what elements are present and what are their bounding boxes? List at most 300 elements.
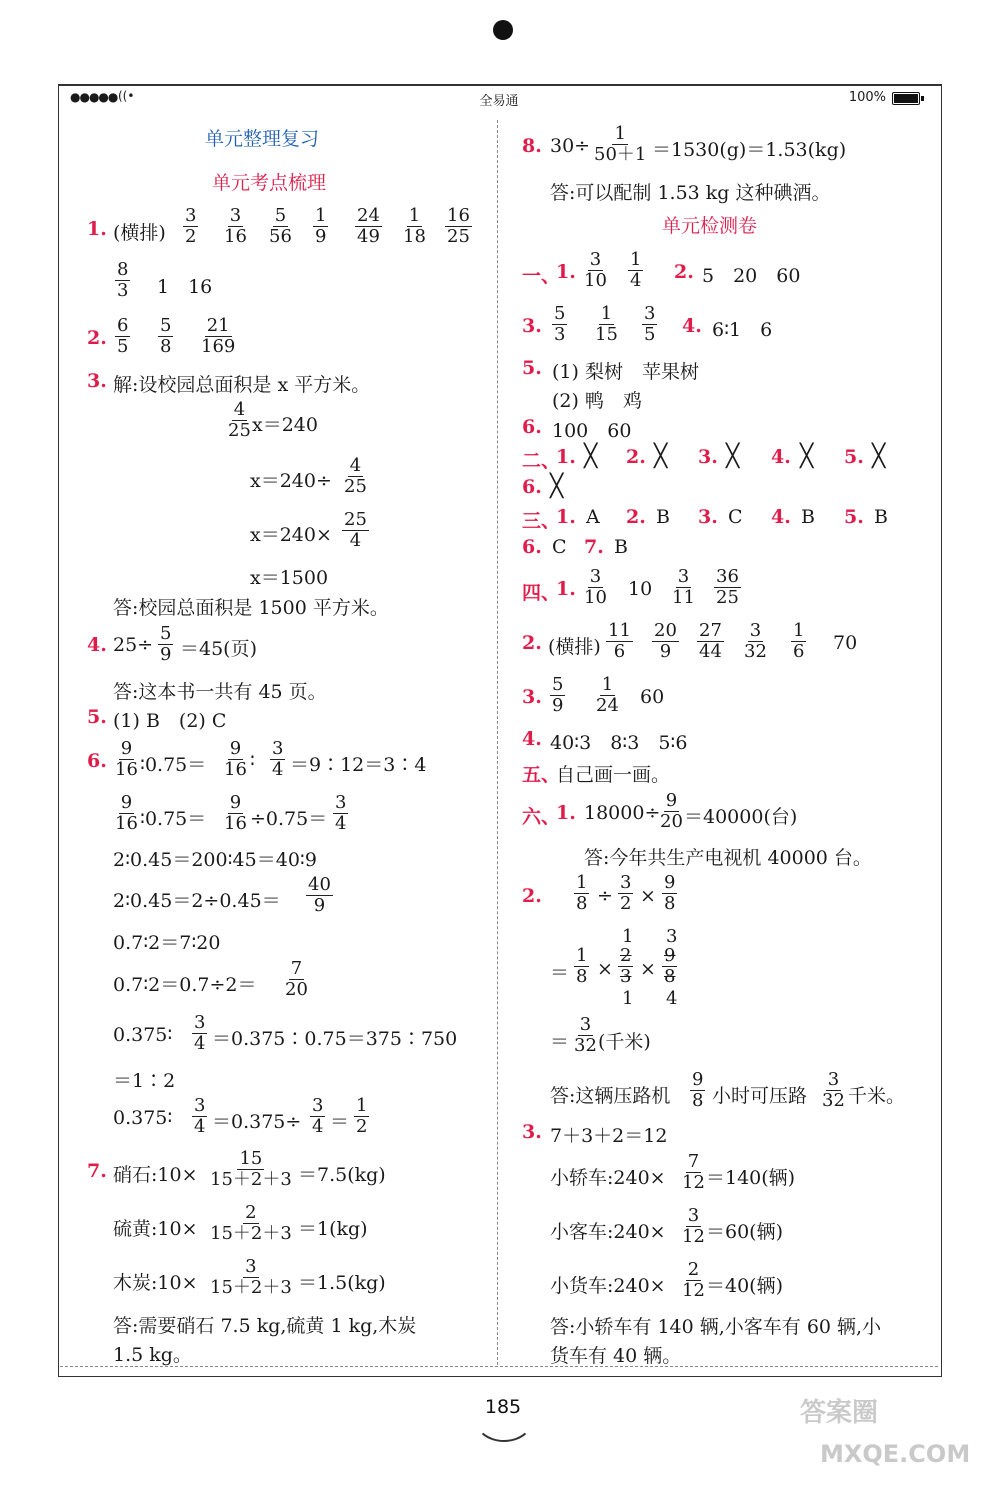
q8-frac (592, 124, 648, 165)
denominator: 25 (344, 476, 367, 497)
q6-line-9-eq: ＝ (330, 1111, 350, 1133)
s2-mark-5: ╳ (872, 444, 886, 469)
s3-a4: B (801, 506, 815, 528)
s6-q2-answer-end: 千米。 (848, 1085, 906, 1107)
s2-mark-2: ╳ (654, 444, 668, 469)
watermark-logo: 答案圈 (800, 1398, 879, 1428)
q7-l2-rest: ＝1(kg) (298, 1218, 368, 1240)
signal-icon: ●●●●● (70, 90, 118, 104)
s1-frac-4 (593, 304, 620, 345)
s6-q2-l2-frac-1 (574, 946, 589, 987)
s6-q2-frac-2 (618, 873, 633, 914)
q6-l2-frac-3 (333, 793, 348, 834)
q2-frac-3 (199, 316, 237, 357)
numerator: 15 (239, 1148, 263, 1169)
numerator: 1 (601, 674, 614, 695)
numerator: 3 (335, 792, 347, 813)
s6-q3-l1-pre: 小轿车:240× (550, 1167, 666, 1189)
numerator: 8 (117, 259, 129, 280)
s6-q2-op2: × (640, 885, 656, 907)
numerator: 5 (552, 674, 564, 695)
s6-q1-pre: 18000÷ (584, 802, 661, 824)
q6-l2-a: ∶0.75＝ (140, 808, 207, 830)
q6-l2-b: ÷0.75＝ (250, 808, 328, 830)
q6-l1-frac-3 (270, 739, 285, 780)
denominator: 8 (160, 336, 172, 357)
s4-frac-2 (670, 567, 697, 608)
s4-q3-end: 60 (640, 686, 665, 708)
s1-frac-2 (628, 250, 643, 291)
s6-q1: 1. (556, 802, 576, 824)
s4-q3-frac-2 (594, 675, 621, 716)
s1-frac-5 (642, 304, 657, 345)
q4-number: 4. (87, 634, 107, 656)
q2-frac-1 (115, 316, 130, 357)
s2-q1: 1. (556, 446, 576, 468)
denominator: 8 (576, 966, 588, 987)
q6-line-9: 0.375∶ (113, 1107, 173, 1129)
denominator: 20 (285, 979, 308, 1000)
q4-rest: ＝45(页) (180, 638, 258, 660)
s2-mark-3: ╳ (726, 444, 740, 469)
battery-icon (892, 92, 920, 105)
q1b-frac (115, 260, 130, 301)
wifi-icon: ((• (118, 89, 135, 103)
denominator: 4 (349, 530, 362, 551)
q6-l1-b: ∶ (250, 750, 255, 772)
denominator: 9 (160, 644, 172, 665)
s4-frac-3 (714, 567, 741, 608)
q7-number: 7. (87, 1160, 107, 1182)
denominator: 10 (584, 587, 607, 608)
numerator: 3 (272, 738, 284, 759)
s6-q3-answer-1: 答:小轿车有 140 辆,小客车有 60 辆,小 (550, 1316, 882, 1338)
denominator: 4 (630, 270, 642, 291)
denominator: 2 (620, 893, 632, 914)
s5-text: 自己画一画。 (556, 764, 671, 786)
denominator: 6 (613, 641, 626, 662)
numerator: 1 (576, 872, 588, 893)
s3-label: 三、 (522, 510, 561, 532)
s1-q4-text: 6∶1 6 (712, 319, 773, 341)
s6-q2-l3-eq: ＝ (550, 1031, 570, 1053)
denominator: 25 (716, 587, 739, 608)
q8-answer: 答:可以配制 1.53 kg 这种碘酒。 (550, 182, 831, 204)
s6-q2-cancel-top-2: 3 (666, 926, 678, 947)
s6-q2-op1: ÷ (597, 885, 613, 907)
app-title: 全易通 (479, 94, 519, 109)
denominator: 9 (315, 226, 327, 247)
s6-q3-text: 7＋3＋2＝12 (550, 1125, 668, 1147)
numerator: 5 (554, 303, 566, 324)
s1-q2-number: 2. (674, 261, 694, 283)
numerator: 21 (206, 315, 230, 336)
denominator: 9 (659, 641, 672, 662)
denominator: 49 (357, 226, 380, 247)
q6-line-8: ＝1∶2 (113, 1070, 176, 1092)
numerator: 3 (687, 1205, 700, 1226)
q6-l1-frac-2 (222, 739, 249, 780)
test-title: 单元检测卷 (662, 215, 758, 237)
denominator: 20 (660, 811, 683, 832)
numerator: 36 (716, 566, 739, 587)
s4-label: 四、 (522, 582, 561, 604)
s6-q3-l3-frac (680, 1260, 707, 1301)
denominator: 25 (447, 226, 470, 247)
s6-q2-l3-rest: (千米) (598, 1031, 651, 1053)
s4-q2-frac-1 (606, 621, 633, 662)
status-bar (60, 88, 938, 110)
q1-frac-1 (183, 206, 198, 247)
denominator: 6 (793, 641, 805, 662)
denominator: 12 (682, 1226, 705, 1247)
s3-q6: 6. (522, 536, 542, 558)
numerator: 3 (312, 1095, 324, 1116)
denominator: 4 (194, 1033, 206, 1054)
q1-frac-3 (267, 206, 294, 247)
s4-q2-frac-5 (791, 621, 806, 662)
s6-q1-frac (658, 791, 685, 832)
s4-q2-frac-4 (742, 621, 769, 662)
numerator: 3 (620, 872, 632, 893)
section-subtitle: 单元考点梳理 (212, 172, 327, 194)
numerator: 4 (233, 399, 246, 420)
numerator: 3 (827, 1069, 840, 1090)
q1-number: 1. (87, 218, 107, 240)
q6-l2-frac-1 (113, 793, 140, 834)
denominator: 3 (620, 966, 632, 987)
s3-q7: 7. (584, 536, 604, 558)
denominator: 44 (699, 641, 722, 662)
numerator: 1 (315, 205, 327, 226)
s6-q2-l2-eq: ＝ (550, 962, 570, 984)
denominator: 16 (115, 813, 138, 834)
numerator: 1 (614, 123, 626, 144)
s4-q2-frac-3 (697, 621, 724, 662)
denominator: 32 (574, 1035, 597, 1056)
numerator: 5 (160, 623, 172, 644)
q7-l3-frac (208, 1257, 294, 1298)
s2-q4: 4. (771, 446, 791, 468)
q1-frac-6 (401, 206, 428, 247)
s6-q3-l2-pre: 小客车:240× (550, 1221, 666, 1243)
numerator: 1 (356, 1095, 368, 1116)
numerator: 3 (589, 566, 602, 587)
s3-q1: 1. (556, 506, 576, 528)
q3-line-2: x＝240÷ (250, 470, 332, 492)
q6-l2-frac-2 (222, 793, 249, 834)
s4-q2-label: (横排) (548, 636, 601, 658)
s6-q2-answer-frac-1 (690, 1070, 705, 1111)
denominator: 9 (313, 895, 326, 916)
numerator: 1 (793, 620, 805, 641)
q7-answer-2: 1.5 kg。 (113, 1344, 192, 1366)
q2-number: 2. (87, 327, 107, 349)
s3-a2: B (656, 506, 670, 528)
q4-pre: 25÷ (113, 634, 154, 656)
s6-q2-frac-1 (574, 873, 589, 914)
numerator: 2 (687, 1259, 700, 1280)
denominator: 15＋2＋3 (210, 1277, 292, 1298)
q6-line-6: 0.7∶2＝0.7÷2＝ (113, 974, 257, 996)
q7-l1-pre: 硝石:10× (113, 1164, 198, 1186)
s6-q2-cancel-bottom-2: 4 (666, 988, 678, 1009)
q3-line-1: x＝240 (252, 414, 318, 436)
s1-q5-a: (1) 梨树 苹果树 (552, 361, 699, 383)
numerator: 1 (630, 249, 642, 270)
s5-label: 五、 (522, 764, 561, 786)
page-number (468, 1388, 538, 1438)
top-dot (493, 20, 513, 40)
numerator: 3 (245, 1256, 257, 1277)
numerator: 3 (229, 205, 242, 226)
q6-number: 6. (87, 750, 107, 772)
denominator: 2 (185, 226, 197, 247)
q3-text: 解:设校园总面积是 x 平方米。 (113, 374, 371, 396)
numerator: 24 (357, 205, 380, 226)
q6-l1-frac-1 (113, 739, 140, 780)
q3-line-4: x＝1500 (250, 567, 329, 589)
numerator: 11 (608, 620, 631, 641)
numerator: 1 (408, 205, 421, 226)
q7-answer-1: 答:需要硝石 7.5 kg,硫黄 1 kg,木炭 (113, 1315, 417, 1337)
denominator: 12 (682, 1280, 705, 1301)
s1-q6-number: 6. (522, 416, 542, 438)
q3-line-3: x＝240× (250, 524, 332, 546)
s3-q3: 3. (698, 506, 718, 528)
s6-q2-l2-x2: × (640, 958, 656, 980)
s3-q5: 5. (844, 506, 864, 528)
s6-label: 六、 (522, 806, 561, 828)
numerator: 9 (120, 792, 133, 813)
s1-q2-text: 5 20 60 (702, 265, 801, 287)
q7-l3-pre: 木炭:10× (113, 1272, 198, 1294)
numerator: 6 (117, 315, 129, 336)
q6-l7-frac (192, 1013, 207, 1054)
denominator: 16 (115, 759, 138, 780)
s4-q2: 2. (522, 632, 542, 654)
denominator: 8 (664, 966, 676, 987)
s2-mark-6: ╳ (550, 474, 564, 499)
denominator: 32 (822, 1090, 845, 1111)
q3-frac-1 (226, 400, 253, 441)
q1-frac-4 (313, 206, 328, 247)
numerator: 1 (576, 945, 588, 966)
s4-q4: 4. (522, 728, 542, 750)
q8-rest: ＝1530(g)＝1.53(kg) (652, 139, 847, 161)
denominator: 11 (672, 587, 695, 608)
s2-mark-1: ╳ (584, 444, 598, 469)
numerator: 3 (644, 303, 656, 324)
numerator: 20 (654, 620, 677, 641)
q1-frac-5 (355, 206, 382, 247)
q6-line-3: 2∶0.45＝200∶45＝40∶9 (113, 849, 317, 871)
numerator: 9 (120, 738, 133, 759)
q7-l2-pre: 硫黄:10× (113, 1218, 198, 1240)
denominator: 15＋2＋3 (210, 1223, 292, 1244)
s6-q3-l3-rest: ＝40(辆) (706, 1275, 784, 1297)
s4-q2-end: 70 (833, 632, 858, 654)
s2-q5: 5. (844, 446, 864, 468)
numerator: 4 (349, 455, 362, 476)
numerator: 3 (185, 205, 197, 226)
q4-answer: 答:这本书一共有 45 页。 (113, 681, 327, 703)
denominator: 5 (644, 324, 656, 345)
denominator: 16 (224, 813, 247, 834)
s6-q2-answer-frac-2 (820, 1070, 847, 1111)
numerator: 27 (699, 620, 722, 641)
s2-mark-4: ╳ (800, 444, 814, 469)
denominator: 4 (312, 1116, 324, 1137)
numerator: 3 (579, 1014, 592, 1035)
q7-l2-frac (208, 1203, 294, 1244)
numerator: 3 (194, 1095, 206, 1116)
s6-q2-answer-pre: 答:这辆压路机 (550, 1085, 671, 1107)
q5-number: 5. (87, 706, 107, 728)
s6-q2: 2. (522, 885, 542, 907)
numerator: 40 (308, 874, 331, 895)
s1-q6-text: 100 60 (552, 420, 632, 442)
s1-q4-number: 4. (682, 315, 702, 337)
denominator: 8 (664, 893, 676, 914)
q6-l9-frac-2 (310, 1096, 325, 1137)
denominator: 4 (272, 759, 284, 780)
s6-q2-l3-frac (572, 1015, 599, 1056)
q6-l6-frac (283, 959, 310, 1000)
denominator: 9 (552, 695, 564, 716)
denominator: 15＋2＋3 (210, 1169, 292, 1190)
s6-q2-cancel-top-1: 1 (622, 926, 634, 947)
denominator: 18 (403, 226, 426, 247)
denominator: 2 (356, 1116, 368, 1137)
denominator: 16 (224, 759, 247, 780)
page-number-text: 185 (484, 1396, 522, 1418)
s6-q3-l2-rest: ＝60(辆) (706, 1221, 784, 1243)
s3-q2: 2. (626, 506, 646, 528)
s3-a1: A (586, 506, 600, 528)
s2-q6: 6. (522, 476, 542, 498)
q6-l1-c: ＝9∶12＝3∶4 (290, 754, 427, 776)
s1-q1-number: 1. (556, 261, 576, 283)
s1-frac-3 (552, 304, 567, 345)
q7-l1-rest: ＝7.5(kg) (298, 1164, 386, 1186)
q1-frac-7 (445, 206, 472, 247)
s6-q1-rest: ＝40000(台) (684, 806, 798, 828)
q6-line-4: 2∶0.45＝2÷0.45＝ (113, 890, 281, 912)
s4-q1-mid: 10 (628, 578, 653, 600)
s1-q3-number: 3. (522, 315, 542, 337)
s1-q5-number: 5. (522, 357, 542, 379)
q7-l3-rest: ＝1.5(kg) (298, 1272, 386, 1294)
q8-number: 8. (522, 135, 542, 157)
numerator: 1 (600, 303, 613, 324)
q3-frac-3 (342, 510, 369, 551)
denominator: 5 (117, 336, 129, 357)
denominator: 3 (554, 324, 566, 345)
column-divider (497, 120, 498, 1365)
s6-q2-answer-mid: 小时可压路 (712, 1085, 808, 1107)
numerator: 3 (749, 620, 762, 641)
s3-q4: 4. (771, 506, 791, 528)
q6-l1-a: ∶0.75＝ (140, 754, 207, 776)
section-title: 单元整理复习 (205, 128, 320, 150)
q5-text: (1) B (2) C (113, 710, 227, 732)
denominator: 169 (201, 336, 236, 357)
q3-frac-2 (342, 456, 369, 497)
q8-pre: 30÷ (550, 135, 591, 157)
q6-line-9-mid: ＝0.375÷ (212, 1111, 302, 1133)
s3-a5: B (874, 506, 888, 528)
s3-a7: B (614, 536, 628, 558)
s4-q2-frac-2 (652, 621, 679, 662)
q3-number: 3. (87, 370, 107, 392)
numerator: 9 (664, 872, 676, 893)
s6-q3-l2-frac (680, 1206, 707, 1247)
denominator: 16 (224, 226, 247, 247)
s6-q3-answer-2: 货车有 40 辆。 (550, 1345, 682, 1367)
q6-line-5: 0.7∶2＝7∶20 (113, 932, 221, 954)
numerator: 9 (692, 1069, 704, 1090)
q6-line-7: 0.375∶ (113, 1024, 173, 1046)
numerator: 9 (229, 792, 242, 813)
s4-q3: 3. (522, 686, 542, 708)
s1-q5-b: (2) 鸭 鸡 (552, 390, 642, 412)
s4-q4-text: 40∶3 8∶3 5∶6 (550, 732, 688, 754)
numerator: 7 (687, 1151, 700, 1172)
s6-q3: 3. (522, 1121, 542, 1143)
q1-frac-2 (222, 206, 249, 247)
numerator: 9 (229, 738, 242, 759)
watermark-url: MXQE.COM (820, 1440, 971, 1468)
numerator: 25 (344, 509, 367, 530)
s3-a6: C (552, 536, 567, 558)
q6-l4-frac (306, 875, 333, 916)
numerator: 9 (665, 790, 678, 811)
s6-q2-l2-frac-3 (662, 946, 677, 987)
s3-a3: C (728, 506, 743, 528)
denominator: 10 (584, 270, 607, 291)
s6-q3-l1-frac (680, 1152, 707, 1193)
s6-q3-l1-rest: ＝140(辆) (706, 1167, 796, 1189)
denominator: 4 (335, 813, 347, 834)
numerator: 2 (620, 945, 632, 966)
numerator: 3 (677, 566, 690, 587)
q6-l9-frac-3 (354, 1096, 369, 1137)
denominator: 24 (596, 695, 619, 716)
s6-q2-frac-3 (662, 873, 677, 914)
numerator: 2 (245, 1202, 257, 1223)
s2-q3: 3. (698, 446, 718, 468)
q4-frac (158, 624, 173, 665)
s6-q2-cancel-bottom-1: 1 (622, 988, 634, 1009)
s4-q3-frac-1 (550, 675, 565, 716)
q1b-rest: 1 16 (157, 276, 213, 298)
s1-label: 一、 (522, 265, 561, 287)
q6-l9-frac-1 (192, 1096, 207, 1137)
q3-answer: 答:校园总面积是 1500 平方米。 (113, 597, 389, 619)
q6-line-7-rest: ＝0.375∶0.75＝375∶750 (212, 1028, 458, 1050)
s6-q3-l3-pre: 小货车:240× (550, 1275, 666, 1297)
denominator: 56 (269, 226, 292, 247)
numerator: 5 (160, 315, 172, 336)
numerator: 7 (290, 958, 303, 979)
denominator: 4 (194, 1116, 206, 1137)
numerator: 5 (274, 205, 287, 226)
denominator: 3 (117, 280, 129, 301)
denominator: 15 (595, 324, 618, 345)
denominator: 25 (228, 420, 251, 441)
numerator: 9 (664, 945, 676, 966)
